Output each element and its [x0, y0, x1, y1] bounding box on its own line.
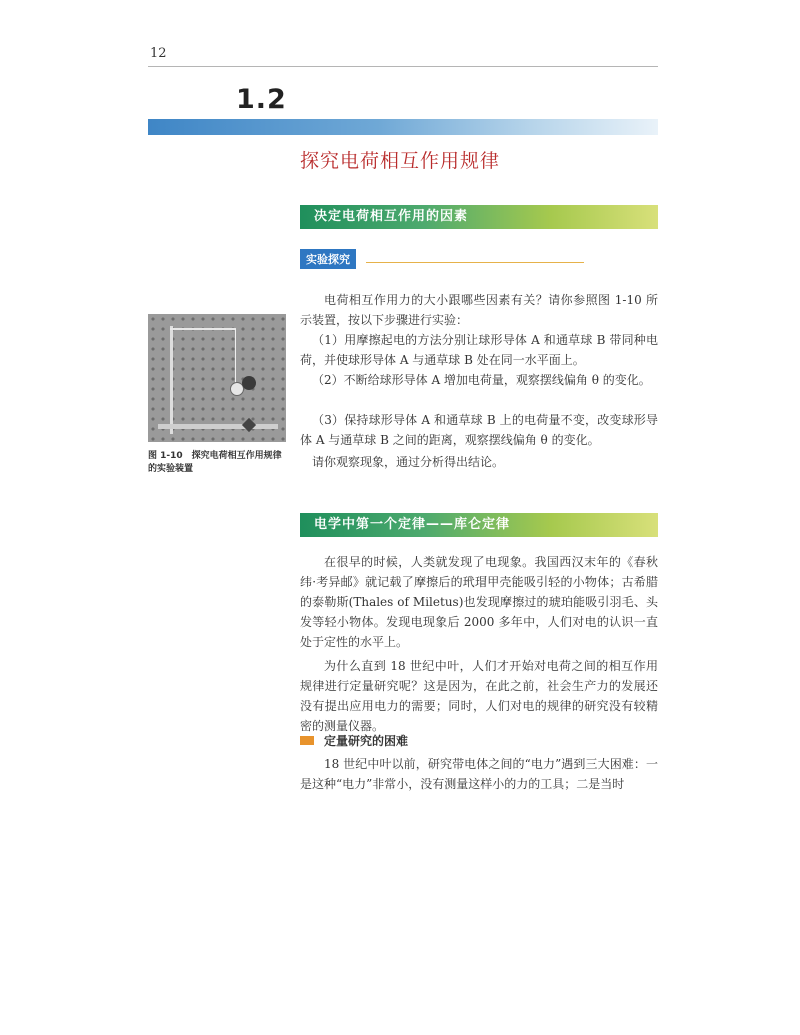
- section-number: 1.2: [236, 84, 287, 115]
- section-band: [148, 119, 658, 135]
- figure-caption: 图 1-10 探究电荷相互作用规律的实验装置: [148, 451, 282, 474]
- conductor-sphere-a: [242, 376, 256, 390]
- experiment-figure: [148, 314, 286, 442]
- experiment-tag: 实验探究: [300, 249, 356, 269]
- topic-marker-icon: [300, 736, 314, 745]
- stand-arm: [170, 328, 236, 330]
- topic-title: 定量研究的困难: [324, 734, 409, 748]
- pendulum-string: [235, 329, 236, 385]
- paragraph-step-2: （2）不断给球形导体 A 增加电荷量，观察摆线偏角 θ 的变化。: [312, 373, 651, 387]
- section-title: 探究电荷相互作用规律: [300, 150, 501, 172]
- subhead-coulomb: 电学中第一个定律——库仑定律: [300, 513, 658, 537]
- page-number: 12: [150, 46, 167, 61]
- paragraph-intro: 电荷相互作用力的大小跟哪些因素有关？请你参照图 1-10 所示装置，按以下步骤进行实验：: [300, 293, 658, 327]
- subhead-factors: 决定电荷相互作用的因素: [300, 205, 658, 229]
- paragraph-step-1: （1）用摩擦起电的方法分别让球形导体 A 和通草球 B 带同种电荷，并使球形导体 A 与通草球 B 处在同一水平面上。: [300, 333, 658, 367]
- paragraph-difficulties: 18 世纪中叶以前，研究带电体之间的“电力”遇到三大困难：一是这种“电力”非常小，没有测量这样小的力的工具；二是当时: [300, 757, 658, 791]
- paragraph-step-3: （3）保持球形导体 A 和通草球 B 上的电荷量不变，改变球形导体 A 与通草球 B 之间的距离，观察摆线偏角 θ 的变化。: [300, 413, 658, 447]
- topic-heading: [300, 732, 408, 749]
- paragraph-history: 在很早的时候，人类就发现了电现象。我国西汉末年的《春秋纬·考异邮》就记载了摩擦后的玳瑁甲壳能吸引轻的小物体；古希腊的泰勒斯(Thales of Miletus)也发现摩擦过的琥珀能吸引羽毛、头发等轻小物体。发现电现象后 2000 多年中，人们对电的认识一直处于定性的水平上。: [300, 555, 658, 649]
- experiment-rule: [366, 262, 584, 263]
- paragraph-why: 为什么直到 18 世纪中叶，人们才开始对电荷之间的相互作用规律进行定量研究呢？这是因为，在此之前，社会生产力的发展还没有提出应用电力的需要；同时，人们对电的规律的研究没有较精密的测量仪器。: [300, 659, 658, 733]
- paragraph-conclusion: 请你观察现象，通过分析得出结论。: [312, 455, 505, 469]
- top-rule: [148, 66, 658, 67]
- stand-pole: [170, 326, 173, 434]
- stand-base: [158, 424, 278, 429]
